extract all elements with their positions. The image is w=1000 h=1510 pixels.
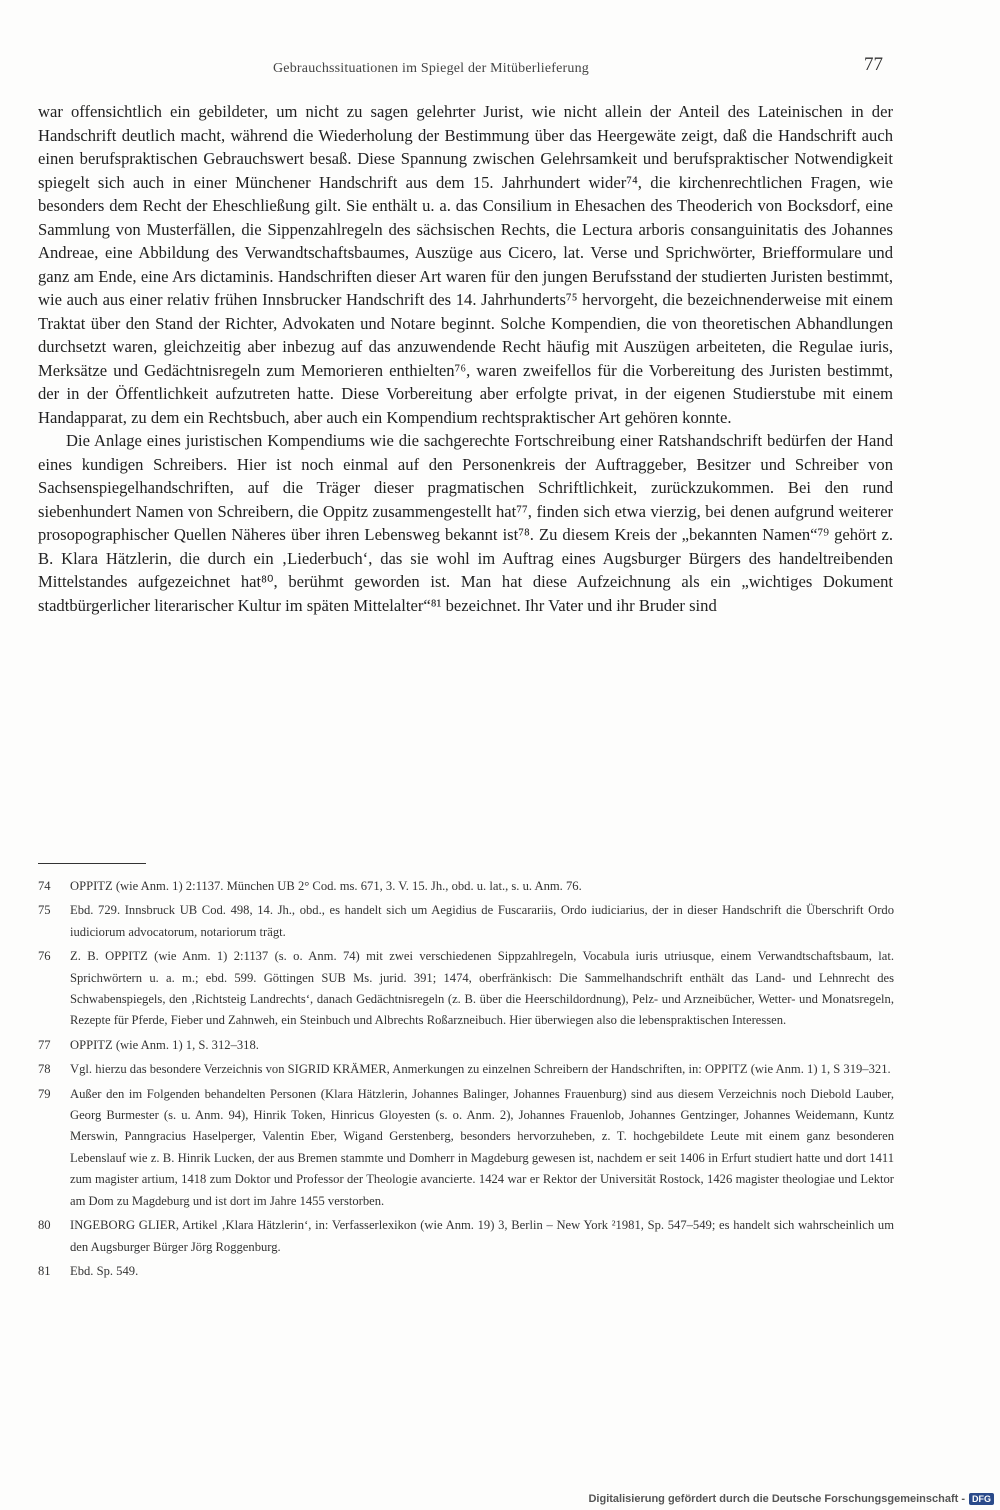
- footnote-text: Vgl. hierzu das besondere Verzeichnis von SIGRID KRÄMER, Anmerkungen zu einzelnen Schreibern der Handschriften, in: OPPITZ (wie Anm. 1) 1, S 319–321.: [70, 1062, 891, 1077]
- footnote-number: 81: [38, 1263, 51, 1278]
- footnote-text: Ebd. 729. Innsbruck UB Cod. 498, 14. Jh., obd., es handelt sich um Aegidius de Fuscarariis, Ordo iudiciarius, der in dieser Handschrift die Überschrift Ordo iudiciorum advocatorum, notariorum trägt.: [70, 903, 894, 939]
- footnote-text: INGEBORG GLIER, Artikel ‚Klara Hätzlerin‘, in: Verfasserlexikon (wie Anm. 19) 3, Berlin – New York ²1981, Sp. 547–549; es handelt sich wahrscheinlich um den Augsburger Bürger Jörg Roggenburg.: [70, 1218, 894, 1254]
- footnote-number: 76: [38, 949, 51, 964]
- footnote-number: 75: [38, 903, 51, 918]
- footnote: [38, 1084, 894, 1212]
- footnotes: [38, 876, 894, 1285]
- page-number: 77: [864, 54, 883, 75]
- footnote-number: 77: [38, 1037, 51, 1052]
- footnote-separator: [38, 863, 146, 864]
- footnote: [38, 876, 894, 897]
- footnote-text: Z. B. OPPITZ (wie Anm. 1) 2:1137 (s. o. Anm. 74) mit zwei verschiedenen Sippzahlregeln, Vocabula iuris utriusque, einem Verwandtschaftsbaum, lat. Sprichwörtern u. a. m.; ebd. 599. Göttingen SUB Ms. jurid. 391; 1474, oberfränkisch: Die Sammelhandschrift enthält das Land- und Lehnrecht des Schwabenspiegels, den ‚Richtsteig Landrechts‘, danach Gedächtnisregeln (z. B. über die Heerschildordnung), Pelz- und Arzneibücher, Wetter- und Monatsregeln, Rezepte für Pferde, Fieber und Zahnweh, ein Steinbuch und Albrechts Roßarzneibuch. Hier überwiegen also die lebenspraktischen Interessen.: [70, 949, 894, 1028]
- footnote-text: Außer den im Folgenden behandelten Personen (Klara Hätzlerin, Johannes Balinger, Johannes Frauenburg) sind aus diesem Verzeichnis noch Diebold Lauber, Georg Burmester (s. u. Anm. 94), Hinrik Token, Hinricus Gloyesten (s. o. Anm. 2), Johannes Frauenlob, Johannes Gentzinger, Johannes Weidemann, Kuntz Merswin, Panngracius Haselperger, Valentin Eber, Wigand Gerstenberg, besonders hervorzuheben, z. T. hochgebildete Leute mit einem ganz besonderen Lebenslauf wie z. B. Hinrik Lucken, der aus Bremen stammte und Domherr in Magdeburg gewesen ist, nachdem er seit 1406 in Erfurt studiert hatte und dort 1411 zum magister artium, 1418 zum Doktor und Professor der Theologie avancierte. 1424 war er Rektor der Universität Rostock, 1426 magister theologiae und Lektor am Dom zu Magdeburg und ist dort im Jahre 1455 verstorben.: [70, 1086, 894, 1208]
- dfg-logo-icon: DFG: [969, 1493, 994, 1505]
- paragraph: war offensichtlich ein gebildeter, um nicht zu sagen gelehrter Jurist, wie nicht allein der Anteil des Lateinischen in der Handschrift deutlich macht, während die Wiederholung der Bestimmung über das Heergewäte zeigt, daß die Handschrift auch einen berufspraktischen Gebrauchswert besaß. Diese Spannung zwischen Gelehrsamkeit und berufspraktischer Notwendigkeit spiegelt sich auch in einer Münchener Handschrift aus dem 15. Jahrhundert wider⁷⁴, die kirchenrechtlichen Fragen, wie besonders dem Recht der Eheschließung gilt. Sie enthält u. a. das Consilium in Ehesachen des Theoderich von Bocksdorf, eine Sammlung von Musterfällen, die Sippenzahlregeln des sächsischen Rechts, die Lectura arboris consanguinitatis des Johannes Andreae, eine Abbildung des Verwandtschaftsbaumes, Auszüge aus Cicero, lat. Verse und Sprichwörter, Briefformulare und ganz am Ende, eine Ars dictaminis. Handschriften dieser Art waren für den jungen Berufsstand der studierten Juristen bestimmt, wie auch aus einer relativ frühen Innsbrucker Handschrift des 14. Jahrhunderts⁷⁵ hervorgeht, die bezeichnenderweise mit einem Traktat über den Stand der Richter, Advokaten und Notare beginnt. Solche Kompendien, die von theoretischen Abhandlungen durchsetzt waren, gleichzeitig aber inbezug auf das anzuwendende Recht häufig mit Auszügen arbeiteten, die Regulae iuris, Merksätze und Gedächtnisregeln zum Memorieren enthielten⁷⁶, waren zweifellos für die Vorbereitung des Juristen bestimmt, der in der Öffentlichkeit aufzutreten hatte. Diese Vorbereitung aber erfolgte privat, in der eigenen Studierstube mit einem Handapparat, zu dem ein Rechtsbuch, aber auch ein Kompendium rechtspraktischer Art gehören konnte.: [38, 102, 893, 427]
- footnote-text: OPPITZ (wie Anm. 1) 2:1137. München UB 2° Cod. ms. 671, 3. V. 15. Jh., obd. u. lat., s. u. Anm. 76.: [70, 879, 582, 893]
- footnote: [38, 1035, 894, 1056]
- footnote-number: 74: [38, 879, 51, 893]
- paragraph: Die Anlage eines juristischen Kompendiums wie die sachgerechte Fortschreibung einer Ratshandschrift bedürfen der Hand eines kundigen Schreibers. Hier ist noch einmal auf den Personenkreis der Auftraggeber, Besitzer und Schreiber von Sachsenspiegelhandschriften, auf die Träger dieser pragmatischen Schriftlichkeit, zurückzukommen. Bei den rund siebenhundert Namen von Schreibern, die Oppitz zusammengestellt hat⁷⁷, finden sich etwa vierzig, bei denen aufgrund weiterer prosopographischer Quellen Näheres über ihren Lebensweg bekannt ist⁷⁸. Zu diesem Kreis der „bekannten Namen“⁷⁹ gehört z. B. Klara Hätzlerin, die durch ein ‚Liederbuch‘, das sie wohl im Auftrag eines Augsburger Bürgers des handeltreibenden Mittelstandes aufgezeichnet hat⁸⁰, berühmt geworden ist. Man hat diese Aufzeichnung als ein „wichtiges Dokument stadtbürgerlicher literarischer Kultur im späten Mittelalter“⁸¹ bezeichnet. Ihr Vater und ihr Bruder sind: [38, 431, 893, 615]
- digitization-credit: [588, 1491, 994, 1507]
- digitization-note: Digitalisierung gefördert durch die Deutsche Forschungsgemeinschaft -: [588, 1493, 965, 1505]
- running-head: Gebrauchssituationen im Spiegel der Mitüberlieferung: [273, 61, 589, 76]
- footnote-number: 79: [38, 1086, 51, 1101]
- footnote-number: 78: [38, 1062, 51, 1077]
- footnote: [38, 1215, 894, 1258]
- footnote-text: OPPITZ (wie Anm. 1) 1, S. 312–318.: [70, 1037, 259, 1052]
- footnote: [38, 900, 894, 943]
- footnote: [38, 946, 894, 1032]
- main-text: [38, 100, 893, 617]
- footnote: [38, 1261, 894, 1282]
- footnote-text: Ebd. Sp. 549.: [70, 1263, 139, 1278]
- footnote: [38, 1059, 894, 1080]
- footnote-number: 80: [38, 1218, 51, 1233]
